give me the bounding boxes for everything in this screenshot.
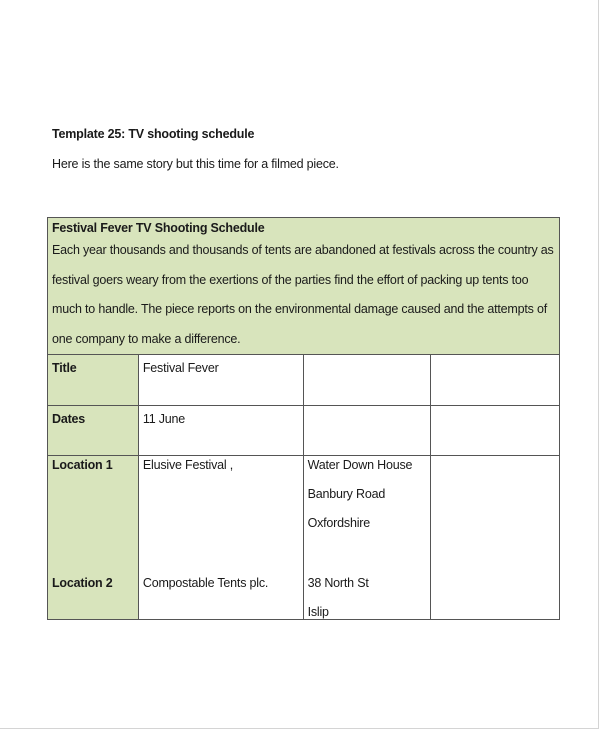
location1-name: Elusive Festival , (142, 458, 234, 472)
location2-label: Location 2 (52, 576, 113, 590)
schedule-description: Each year thousands and thousands of tents are abandoned at festivals across the country as festival goers weary from the exertions of the parties find the effort of packing up tents too much to handle. The piece reports on the environmental damage caused and the attempts of one company to make a difference. (52, 243, 554, 346)
location1-address-line: Oxfordshire (307, 516, 370, 530)
location-names-cell (138, 456, 303, 620)
schedule-banner (48, 218, 560, 355)
table-row (48, 406, 560, 456)
empty-cell (303, 355, 431, 406)
location1-label: Location 1 (52, 458, 113, 472)
intro-text: Here is the same story but this time for a filmed piece. (52, 157, 339, 171)
empty-cell (303, 406, 431, 456)
location1-address-line: Banbury Road (307, 487, 386, 501)
dates-label: Dates (48, 406, 139, 456)
dates-value: 11 June (138, 406, 303, 456)
table-row (48, 456, 560, 620)
location-labels-cell (48, 456, 139, 620)
empty-cell (431, 456, 560, 620)
location-addresses-cell (303, 456, 431, 620)
template-heading: Template 25: TV shooting schedule (52, 127, 255, 141)
location2-address-line: Islip (307, 605, 329, 619)
banner-row (48, 218, 560, 355)
title-value: Festival Fever (138, 355, 303, 406)
title-label: Title (48, 355, 139, 406)
empty-cell (431, 406, 560, 456)
table-row (48, 355, 560, 406)
location2-address-line: 38 North St (307, 576, 369, 590)
empty-cell (431, 355, 560, 406)
location1-address-line: Water Down House (307, 458, 413, 472)
location2-name: Compostable Tents plc. (142, 576, 269, 590)
schedule-title: Festival Fever TV Shooting Schedule (52, 221, 265, 235)
shooting-schedule-table (47, 217, 560, 620)
